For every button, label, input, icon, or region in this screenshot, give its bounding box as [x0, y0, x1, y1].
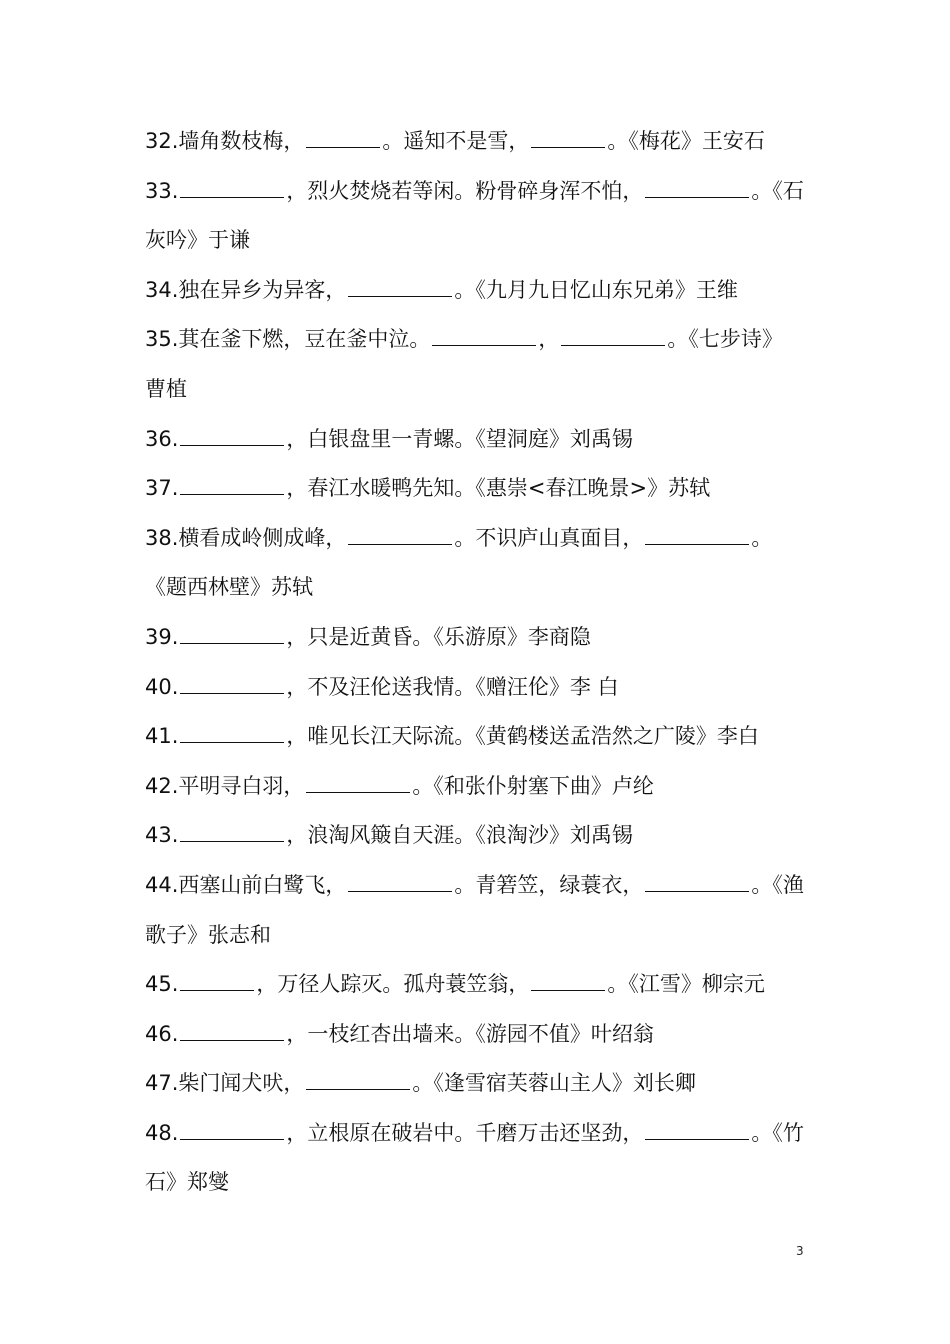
line-text: 石》郑燮: [145, 1170, 229, 1195]
text-line: [145, 117, 815, 167]
line-text: ，不及汪伦送我情。《赠汪伦》李 白: [286, 674, 619, 699]
text-line: [145, 315, 815, 365]
answer-blank: [306, 791, 410, 793]
answer-blank: [645, 196, 749, 198]
answer-blank: [645, 1138, 749, 1140]
line-text: ，唯见长江天际流。《黄鹤楼送孟浩然之广陵》李白: [286, 724, 759, 749]
answer-blank: [432, 344, 536, 346]
text-line: [145, 365, 815, 415]
line-text: 42.平明寻白羽，: [145, 773, 305, 798]
line-text: 39.: [145, 624, 179, 649]
line-text: 38.横看成岭侧成峰，: [145, 525, 347, 550]
text-line: [145, 911, 815, 961]
text-line: [145, 811, 815, 861]
line-text: 灰吟》于谦: [145, 228, 250, 253]
line-text: 。《渔: [751, 872, 804, 897]
line-text: 。《和张仆射塞下曲》卢纶: [412, 773, 654, 798]
text-line: [145, 216, 815, 266]
fill-in-poem-list: [145, 117, 815, 1208]
answer-blank: [645, 543, 749, 545]
text-line: [145, 1158, 815, 1208]
line-text: ，烈火焚烧若等闲。粉骨碎身浑不怕，: [286, 178, 644, 203]
line-text: ，一枝红杏出墙来。《游园不值》叶绍翁: [286, 1021, 654, 1046]
answer-blank: [180, 493, 284, 495]
line-text: 41.: [145, 724, 179, 749]
line-text: 36.: [145, 426, 179, 451]
answer-blank: [306, 146, 380, 148]
text-line: [145, 861, 815, 911]
text-line: [145, 1059, 815, 1109]
text-line: [145, 514, 815, 564]
text-line: [145, 712, 815, 762]
answer-blank: [348, 295, 452, 297]
line-text: 。《江雪》柳宗元: [607, 972, 765, 997]
line-text: 45.: [145, 972, 179, 997]
answer-blank: [180, 989, 254, 991]
line-text: ，浪淘风簸自天涯。《浪淘沙》刘禹锡: [286, 823, 633, 848]
line-text: 歌子》张志和: [145, 922, 271, 947]
line-text: ，: [538, 327, 560, 352]
line-text: 40.: [145, 674, 179, 699]
line-text: 44.西塞山前白鹭飞，: [145, 872, 347, 897]
text-line: [145, 1109, 815, 1159]
line-text: 32.墙角数枝梅，: [145, 129, 305, 153]
line-text: 。: [751, 525, 773, 550]
text-line: [145, 415, 815, 465]
line-text: 37.: [145, 476, 179, 501]
line-text: 。《石: [751, 178, 804, 203]
line-text: 35.萁在釜下燃，豆在釜中泣。: [145, 327, 431, 352]
line-text: 48.: [145, 1120, 179, 1145]
answer-blank: [348, 890, 452, 892]
answer-blank: [180, 840, 284, 842]
answer-blank: [180, 1039, 284, 1041]
line-text: 《题西林壁》苏轼: [145, 575, 313, 600]
line-text: 33.: [145, 178, 179, 203]
answer-blank: [531, 989, 605, 991]
answer-blank: [180, 196, 284, 198]
line-text: 34.独在异乡为异客，: [145, 277, 347, 302]
text-line: [145, 563, 815, 613]
line-text: 。《七步诗》: [667, 327, 783, 352]
line-text: 46.: [145, 1021, 179, 1046]
line-text: 。《逢雪宿芙蓉山主人》刘长卿: [412, 1071, 696, 1096]
answer-blank: [531, 146, 605, 148]
answer-blank: [561, 344, 665, 346]
line-text: 47.柴门闻犬吠，: [145, 1071, 305, 1096]
answer-blank: [306, 1088, 410, 1090]
page-number: 3: [796, 1244, 804, 1258]
text-line: [145, 464, 815, 514]
text-line: [145, 1010, 815, 1060]
line-text: 曹植: [145, 376, 187, 401]
text-line: [145, 613, 815, 663]
answer-blank: [180, 692, 284, 694]
text-line: [145, 167, 815, 217]
line-text: ，万径人踪灭。孤舟蓑笠翁，: [256, 972, 530, 997]
line-text: 。《梅花》王安石: [607, 129, 765, 153]
line-text: ，白银盘里一青螺。《望洞庭》刘禹锡: [286, 426, 633, 451]
line-text: 。遥知不是雪，: [382, 129, 530, 153]
line-text: 。青箬笠，绿蓑衣，: [454, 872, 644, 897]
text-line: [145, 266, 815, 316]
line-text: ，只是近黄昏。《乐游原》李商隐: [286, 624, 591, 649]
answer-blank: [645, 890, 749, 892]
text-line: [145, 663, 815, 713]
line-text: ，立根原在破岩中。千磨万击还坚劲，: [286, 1120, 644, 1145]
text-line: [145, 762, 815, 812]
answer-blank: [180, 642, 284, 644]
line-text: ，春江水暖鸭先知。《惠崇<春江晚景>》苏轼: [286, 476, 711, 501]
line-text: 43.: [145, 823, 179, 848]
line-text: 。《竹: [751, 1120, 804, 1145]
answer-blank: [180, 1138, 284, 1140]
text-line: [145, 960, 815, 1010]
answer-blank: [180, 741, 284, 743]
answer-blank: [348, 543, 452, 545]
line-text: 。《九月九日忆山东兄弟》王维: [454, 277, 738, 302]
line-text: 。不识庐山真面目，: [454, 525, 644, 550]
answer-blank: [180, 444, 284, 446]
